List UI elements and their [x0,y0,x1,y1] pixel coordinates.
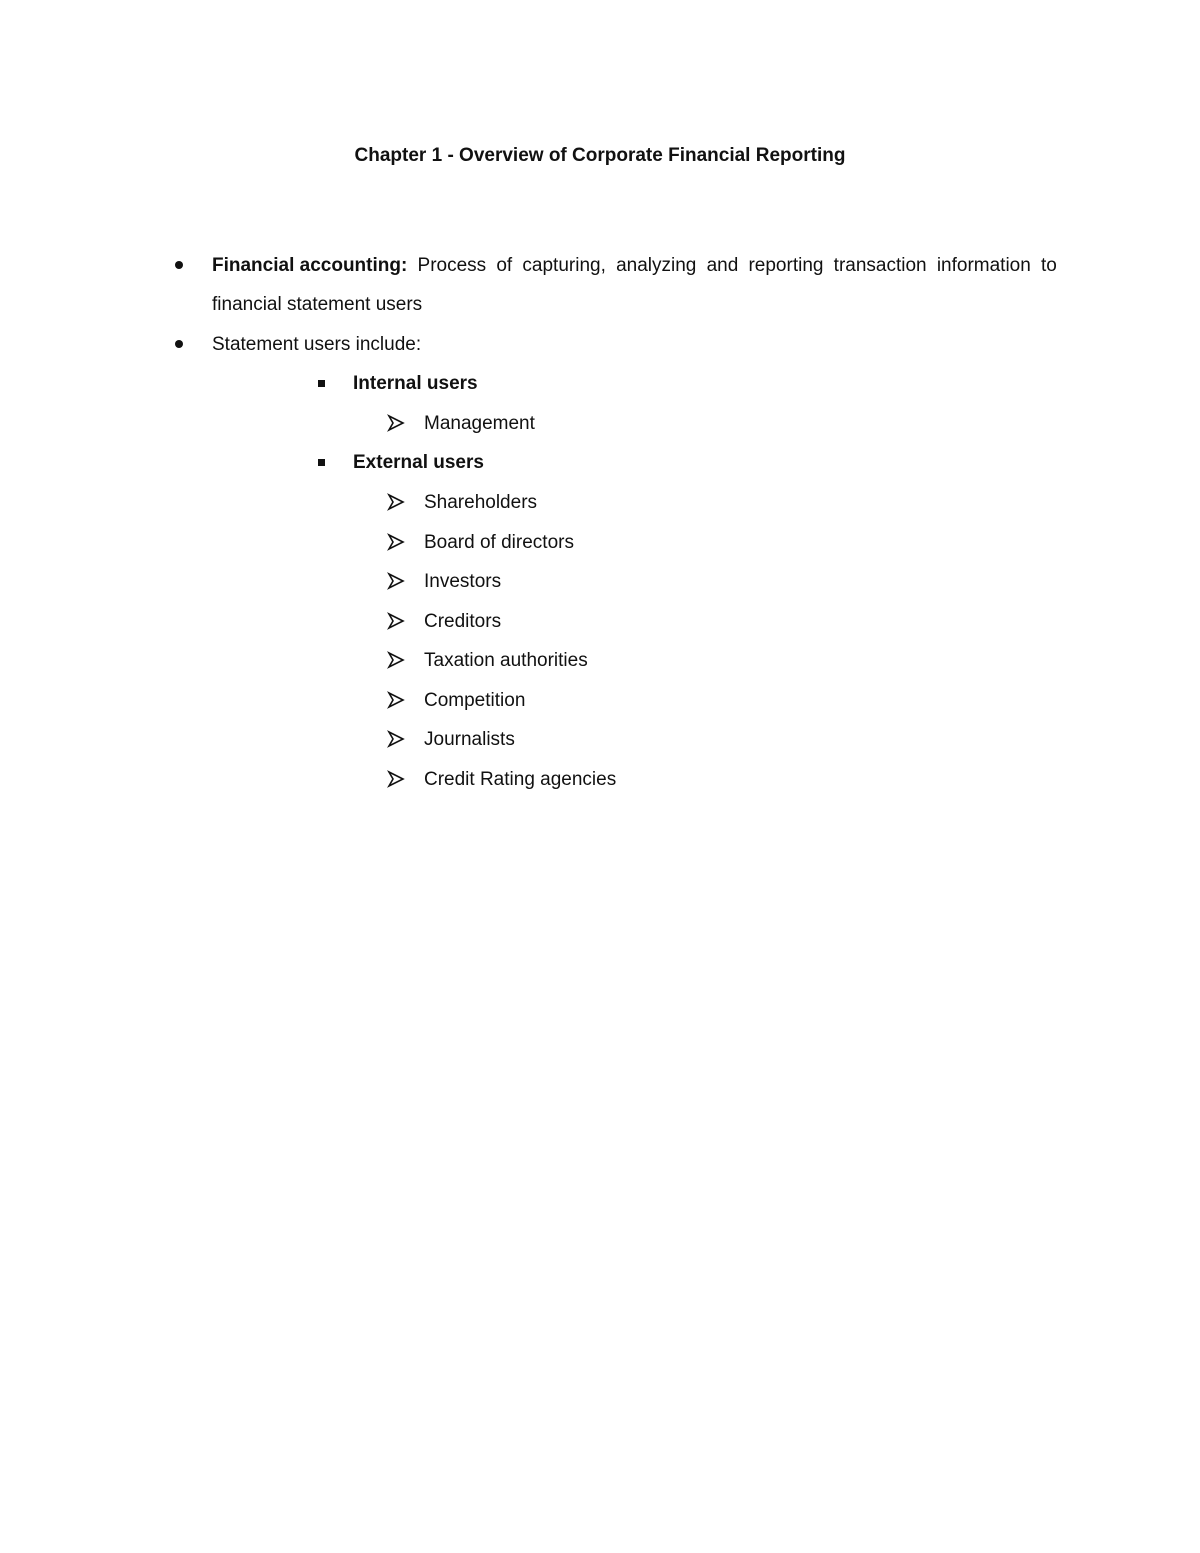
external-user-item: Taxation authorities [424,650,588,671]
definition-word: of [496,255,513,276]
arrowhead-bullet-icon [387,691,405,709]
definition-word: Process [417,255,487,276]
definition-word: reporting [748,255,824,276]
square-bullet-icon [318,380,325,387]
arrowhead-bullet-icon [387,730,405,748]
external-user-item: Shareholders [424,492,538,513]
internal-users-label: Internal users [353,373,478,394]
arrowhead-bullet-icon [387,612,405,630]
bullet-dot-icon [175,261,183,269]
definition-word: transaction [833,255,927,276]
square-bullet-icon [318,459,325,466]
definition-word: and [706,255,739,276]
arrowhead-bullet-icon [387,651,405,669]
definition-term: Financial accounting: [212,255,408,276]
definition-line-2: financial statement users [212,294,423,315]
arrowhead-bullet-icon [387,493,405,511]
external-user-item: Credit Rating agencies [424,769,617,790]
definition-word: analyzing [616,255,697,276]
definition-word: capturing, [522,255,606,276]
definition-word: to [1041,255,1057,276]
arrowhead-bullet-icon [387,770,405,788]
external-user-item: Journalists [424,729,515,750]
external-users-label: External users [353,452,484,473]
external-user-item: Creditors [424,611,502,632]
bullet-dot-icon [175,340,183,348]
external-user-item: Investors [424,571,502,592]
arrowhead-bullet-icon [387,414,405,432]
page-title: Chapter 1 - Overview of Corporate Financial Reporting [354,145,846,166]
definition-line-1 [212,253,1057,279]
external-user-item: Board of directors [424,532,574,553]
arrowhead-bullet-icon [387,533,405,551]
arrowhead-bullet-icon [387,572,405,590]
internal-user-item: Management [424,413,535,434]
definition-word: information [936,255,1031,276]
external-user-item: Competition [424,690,526,711]
users-intro: Statement users include: [212,334,422,355]
